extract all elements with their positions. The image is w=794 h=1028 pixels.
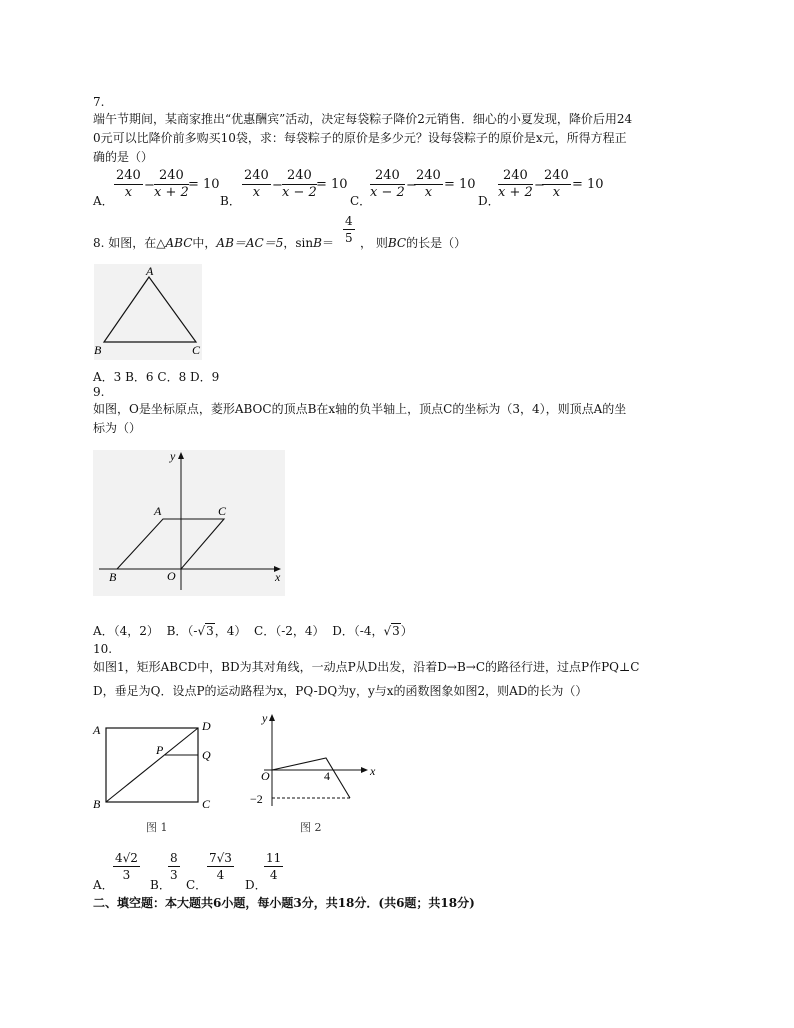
equation-rhs: = 10 bbox=[572, 177, 604, 192]
vertex-label-d: D bbox=[202, 719, 211, 733]
point-label-q: Q bbox=[202, 748, 211, 762]
vertex-label-c: C bbox=[192, 343, 201, 357]
option-label: A． bbox=[93, 878, 114, 892]
q10-number: 10. bbox=[93, 642, 113, 656]
function-curve bbox=[272, 758, 350, 798]
y-axis-label: y bbox=[170, 450, 176, 463]
option-label: D． bbox=[245, 878, 267, 892]
point-label-a: A bbox=[154, 504, 162, 518]
q7-stem-line3: 确的是（） bbox=[93, 150, 154, 164]
option-label: A． bbox=[93, 194, 114, 208]
q8-figure-triangle bbox=[94, 264, 202, 360]
y-axis-arrow bbox=[269, 714, 275, 721]
q9-stem-line1: 如图，O是坐标原点，菱形ABOC的顶点B在x轴的负半轴上，顶点C的坐标为（3，4），则顶点A的坐 bbox=[93, 402, 627, 416]
x-axis-label: x bbox=[275, 570, 281, 584]
fraction: $\frac{240}{x - 2}$ bbox=[370, 168, 405, 200]
vertex-label-c: C bbox=[202, 797, 211, 811]
point-label-p: P bbox=[156, 743, 164, 757]
fraction: $\frac{11}{4}$ bbox=[266, 851, 282, 882]
section-2-heading: 二、填空题：本大题共6小题，每小题3分，共18分．(共6题；共18分) bbox=[93, 896, 475, 910]
rhombus-coordinate-diagram bbox=[93, 450, 285, 596]
minus-sign: − bbox=[144, 178, 155, 193]
q9-option-c[interactable]: C．（-2，4） bbox=[254, 624, 325, 638]
q9-option-b[interactable]: B．（-√3，4） bbox=[166, 624, 247, 638]
option-label: C． bbox=[186, 878, 208, 892]
equation-rhs: = 10 bbox=[188, 177, 220, 192]
fraction: $\frac{240}{x - 2}$ bbox=[282, 168, 317, 200]
sqrt-symbol: √3 bbox=[197, 624, 214, 638]
q10-stem-line2: D，垂足为Q．设点P的运动路程为x，PQ-DQ为y，y与x的函数图象如图2，则AD的长为（） bbox=[93, 684, 588, 698]
q9-option-d[interactable]: D．（-4，√3） bbox=[332, 624, 413, 638]
q10-stem-line1: 如图1，矩形ABCD中，BD为其对角线，一动点P从D出发，沿着D→B→C的路径行进，过点P作PQ⊥C bbox=[93, 660, 640, 674]
sqrt-symbol: √3 bbox=[383, 624, 400, 638]
fraction: $\frac{240}{x}$ bbox=[416, 168, 441, 200]
fraction: $\frac{7√3}{4}$ bbox=[209, 851, 232, 882]
minus-sign: − bbox=[272, 178, 283, 193]
figure1-caption: 图 1 bbox=[146, 821, 168, 834]
fraction: $\frac{8}{3}$ bbox=[170, 851, 178, 882]
function-graph bbox=[250, 708, 390, 840]
tick-label-4: 4 bbox=[324, 769, 330, 783]
q7-stem-line1: 端午节期间，某商家推出“优惠酬宾”活动，决定每袋粽子降价2元销售．细心的小夏发现，降价后用24 bbox=[93, 112, 633, 126]
rectangle-diagram bbox=[92, 716, 222, 840]
fraction: $\frac{240}{x}$ bbox=[544, 168, 569, 200]
q10-figure1-rectangle bbox=[92, 716, 222, 840]
q9-stem-line2: 标为（） bbox=[93, 421, 142, 435]
rhombus-abOC bbox=[117, 519, 224, 569]
vertex-label-b: B bbox=[93, 797, 101, 811]
point-label-b: B bbox=[109, 570, 117, 584]
option-label: C． bbox=[350, 194, 372, 208]
option-label: D． bbox=[478, 194, 500, 208]
q9-option-a[interactable]: A．（4，2） bbox=[93, 624, 159, 638]
fraction: $\frac{240}{x + 2}$ bbox=[498, 168, 533, 200]
fraction: $\frac{4√2}{3}$ bbox=[115, 851, 138, 882]
q8-sin-fraction: $\frac{4}{5}$ bbox=[345, 214, 353, 245]
y-axis-label: y bbox=[262, 711, 268, 725]
q9-figure-rhombus bbox=[93, 450, 285, 596]
diagonal-bd bbox=[106, 728, 198, 802]
q10-figure2-function-graph bbox=[250, 708, 390, 840]
q7-stem-line2: 0元可以比降价前多购买10袋，求：每袋粽子的原价是多少元？设每袋粽子的原价是x元，所得方程正 bbox=[93, 131, 627, 145]
x-axis-label: x bbox=[370, 764, 376, 778]
triangle-diagram bbox=[94, 264, 202, 360]
fraction: $\frac{240}{x + 2}$ bbox=[154, 168, 189, 200]
origin-label: O bbox=[261, 769, 270, 783]
vertex-label-b: B bbox=[94, 343, 102, 357]
vertex-label-a: A bbox=[146, 264, 154, 278]
q7-number: 7. bbox=[93, 95, 105, 109]
q8-answer-options[interactable]: A．3 B．6 C．8 D．9 bbox=[93, 370, 220, 384]
minus-sign: − bbox=[534, 178, 545, 193]
option-label: B． bbox=[220, 194, 241, 208]
figure2-caption: 图 2 bbox=[300, 821, 322, 834]
fraction: $\frac{240}{x}$ bbox=[244, 168, 269, 200]
equation-rhs: = 10 bbox=[444, 177, 476, 192]
y-axis-arrow bbox=[178, 452, 184, 459]
point-label-c: C bbox=[218, 504, 227, 518]
q9-number: 9. bbox=[93, 385, 105, 399]
vertex-label-a: A bbox=[93, 723, 101, 737]
fraction: $\frac{240}{x}$ bbox=[116, 168, 141, 200]
q8-stem-tail: ， 则BC的长是（） bbox=[360, 236, 467, 250]
option-label: B． bbox=[150, 878, 171, 892]
q9-answer-options[interactable] bbox=[93, 624, 413, 638]
x-axis-arrow bbox=[361, 767, 368, 773]
equation-rhs: = 10 bbox=[316, 177, 348, 192]
q8-stem: 8. 如图，在△ABC中，AB＝AC＝5，sinB＝ bbox=[93, 236, 334, 250]
tick-label-neg2: −2 bbox=[250, 792, 263, 806]
minus-sign: − bbox=[406, 178, 417, 193]
origin-label: O bbox=[167, 569, 176, 583]
